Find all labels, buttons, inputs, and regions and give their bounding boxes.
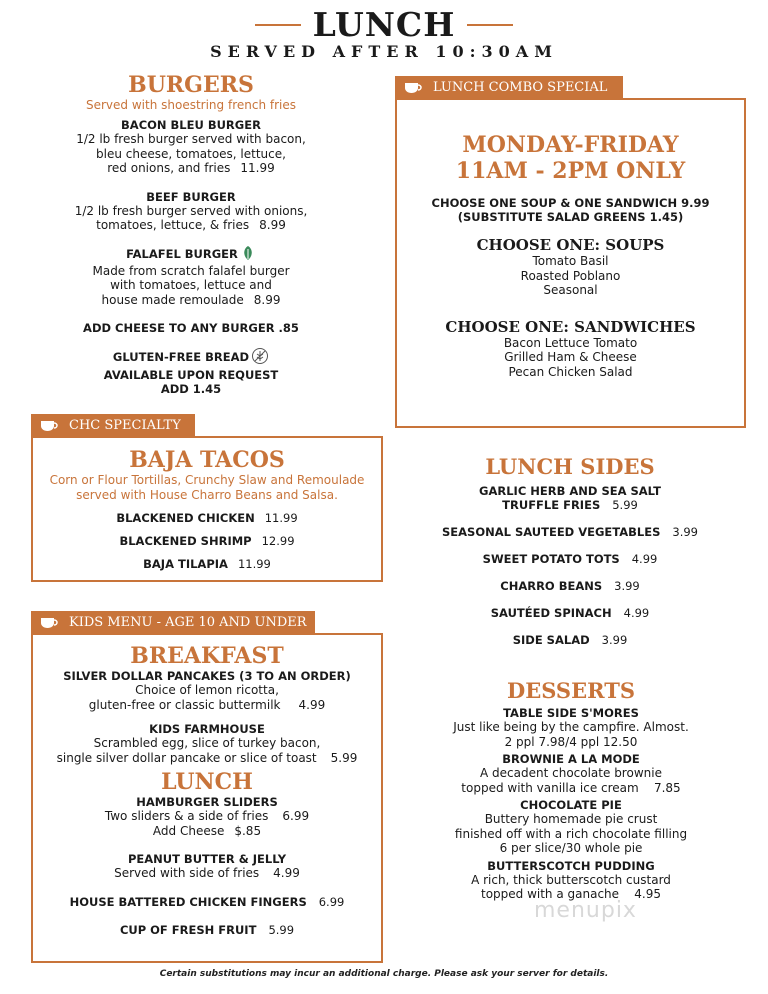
item-desc: Scrambled egg, slice of turkey bacon, (93, 736, 321, 750)
side-item-name: CHARRO BEANS (500, 579, 603, 593)
sandwich-item: Grilled Ham & Cheese (504, 350, 637, 364)
vegetarian-icon (240, 245, 256, 264)
combo-box (395, 98, 746, 428)
side-item-name: SIDE SALAD (512, 633, 590, 647)
item-price: 8.99 (259, 218, 286, 232)
lunch-sides-title: LUNCH SIDES (485, 454, 655, 479)
item-price: 5.99 (268, 922, 295, 937)
add-cheese-note: ADD CHEESE TO ANY BURGER .85 (83, 321, 299, 335)
side-item (432, 498, 708, 512)
menu-item (26, 245, 356, 308)
kids-content (33, 635, 381, 937)
kids-tab (31, 611, 315, 634)
kids-box (31, 633, 383, 963)
watermark-logo: menupix (534, 898, 637, 923)
item-desc (33, 866, 381, 881)
title-rule-left (255, 24, 301, 26)
side-item (432, 606, 708, 620)
item-desc-text: red onions, and fries (107, 161, 231, 175)
gluten-free-line: AVAILABLE UPON REQUEST (103, 368, 279, 382)
dessert-name: CHOCOLATE PIE (520, 798, 622, 812)
item-desc-text: gluten-free or classic buttermilk (88, 697, 281, 712)
taco-name: BLACKENED CHICKEN (116, 511, 255, 525)
item-price: 6.99 (318, 894, 345, 909)
item-name: CUP OF FRESH FRUIT (119, 922, 257, 937)
taco-name: BLACKENED SHRIMP (119, 534, 252, 548)
combo-hours: 11AM - 2PM ONLY (455, 158, 686, 184)
item-price: $.85 (234, 823, 262, 838)
dessert-desc: A rich, thick butterscotch custard (471, 872, 671, 887)
dessert-desc: finished off with a rich chocolate filling (454, 826, 688, 841)
item-desc (33, 751, 381, 766)
side-item-name: TRUFFLE FRIES (502, 498, 601, 512)
taco-item (33, 557, 381, 571)
dessert-name: TABLE SIDE S'MORES (503, 706, 639, 720)
item-price: 4.99 (273, 866, 300, 880)
side-item-name: SEASONAL SAUTEED VEGETABLES (442, 525, 661, 539)
side-item-price: 5.99 (612, 498, 638, 512)
baja-tacos-title: BAJA TACOS (129, 447, 285, 473)
footnote: Certain substitutions may incur an additional charge. Please ask your server for details. (159, 969, 609, 979)
item-desc: 1/2 lb fresh burger served with bacon, (76, 132, 306, 146)
side-item-name: SWEET POTATO TOTS (482, 552, 620, 566)
dessert-desc: A decadent chocolate brownie (480, 766, 662, 780)
item-desc (33, 698, 381, 713)
taco-name: BAJA TILAPIA (143, 557, 228, 571)
item-name: HAMBURGER SLIDERS (136, 795, 278, 809)
gluten-free-line: ADD 1.45 (160, 382, 222, 396)
specialty-content (33, 438, 381, 571)
item-name: HOUSE BATTERED CHICKEN FINGERS (69, 894, 307, 909)
side-item-name: SAUTÉED SPINACH (490, 606, 612, 620)
item-price: 6.99 (282, 809, 310, 823)
desserts-section (440, 678, 702, 902)
item-price: 4.99 (298, 697, 326, 712)
item-price: 11.99 (240, 161, 275, 175)
side-item (432, 552, 708, 566)
item-desc: Made from scratch falafel burger (92, 263, 290, 278)
breakfast-title: BREAKFAST (130, 643, 284, 669)
item-desc-text: Add Cheese (152, 823, 225, 838)
dessert-name: BROWNIE A LA MODE (502, 752, 640, 766)
page-title: LUNCH (312, 5, 456, 44)
item-name (26, 245, 356, 264)
taco-price: 12.99 (261, 534, 295, 548)
item-desc: with tomatoes, lettuce and (110, 278, 272, 292)
item-desc (26, 161, 356, 176)
gluten-free-note (26, 347, 356, 396)
gluten-free-line (26, 347, 356, 368)
side-item (432, 633, 708, 647)
item-name: BACON BLEU BURGER (121, 118, 261, 132)
combo-substitute-line: (SUBSTITUTE SALAD GREENS 1.45) (457, 210, 684, 224)
item-name-text: FALAFEL BURGER (126, 246, 238, 261)
coffee-cup-icon (403, 82, 425, 94)
item-desc (26, 218, 356, 233)
item-desc (26, 293, 356, 308)
taco-price: 11.99 (237, 557, 271, 571)
baja-tacos-desc: Corn or Flour Tortillas, Crunchy Slaw and Remoulade (49, 473, 365, 487)
kids-tab-label: KIDS MENU - AGE 10 AND UNDER (69, 615, 307, 630)
specialty-box (31, 436, 383, 582)
combo-days: MONDAY-FRIDAY (462, 132, 679, 158)
combo-tab-label: LUNCH COMBO SPECIAL (433, 80, 608, 95)
gluten-free-icon (251, 347, 269, 368)
side-item-price: 3.99 (601, 633, 628, 647)
item-price: 8.99 (253, 292, 281, 307)
item-name: KIDS FARMHOUSE (149, 722, 265, 736)
item-desc-text: tomatoes, lettuce, & fries (96, 218, 250, 232)
item-name: PEANUT BUTTER & JELLY (127, 852, 287, 866)
item-name: BEEF BURGER (146, 189, 236, 204)
sandwich-item: Bacon Lettuce Tomato (503, 335, 638, 350)
taco-price: 11.99 (264, 511, 298, 525)
dessert-desc: 6 per slice/30 whole pie (499, 841, 643, 855)
soups-title: CHOOSE ONE: SOUPS (476, 236, 665, 254)
soup-item: Tomato Basil (532, 254, 609, 268)
combo-tab (395, 76, 623, 99)
kids-lunch-title: LUNCH (161, 769, 253, 795)
item-desc-text: house made remoulade (101, 292, 244, 307)
combo-choose-line: CHOOSE ONE SOUP & ONE SANDWICH 9.99 (431, 196, 710, 210)
item-desc (33, 809, 381, 824)
coffee-cup-icon (39, 617, 61, 629)
dessert-name: BUTTERSCOTCH PUDDING (487, 858, 655, 873)
burgers-section (26, 72, 356, 396)
title-row (0, 6, 768, 44)
specialty-tab-label: CHC SPECIALTY (69, 418, 181, 433)
side-item-price: 3.99 (614, 579, 640, 593)
gluten-free-text: GLUTEN-FREE BREAD (112, 350, 250, 364)
item-desc: Choice of lemon ricotta, (135, 683, 279, 697)
taco-item (33, 511, 381, 525)
item-desc (33, 824, 381, 839)
item-desc: 1/2 lb fresh burger served with onions, (74, 203, 308, 218)
item-desc-text: single silver dollar pancake or slice of toast (56, 750, 317, 765)
menu-item (33, 895, 381, 909)
dessert-desc: topped with a ganache 4.95 (480, 887, 662, 901)
menu-header (0, 6, 768, 62)
baja-tacos-desc: served with House Charro Beans and Salsa. (76, 487, 338, 502)
soup-item: Roasted Poblano (520, 268, 621, 283)
item-desc-text: Served with side of fries (114, 866, 260, 880)
burgers-subtitle: Served with shoestring french fries (86, 98, 296, 112)
sandwiches-title: CHOOSE ONE: SANDWICHES (445, 317, 696, 336)
title-rule-right (467, 24, 513, 26)
lunch-sides-section (432, 454, 708, 647)
item-name: SILVER DOLLAR PANCAKES (3 TO AN ORDER) (63, 669, 351, 683)
menu-item (26, 190, 356, 233)
side-item (432, 579, 708, 593)
combo-content (397, 100, 744, 379)
soup-item: Seasonal (543, 283, 598, 297)
burgers-title: BURGERS (128, 72, 254, 98)
dessert-desc: 2 ppl 7.98/4 ppl 12.50 (504, 734, 638, 749)
sandwich-item: Pecan Chicken Salad (508, 364, 633, 379)
menu-item (33, 923, 381, 937)
side-item (432, 525, 708, 539)
item-desc: bleu cheese, tomatoes, lettuce, (96, 146, 286, 161)
side-item-price: 4.99 (623, 606, 650, 620)
specialty-tab (31, 414, 195, 437)
page-subtitle: SERVED AFTER 10:30AM (210, 42, 558, 61)
side-item-price: 4.99 (631, 552, 658, 566)
coffee-cup-icon (39, 420, 61, 432)
side-item-name: GARLIC HERB AND SEA SALT (479, 484, 661, 498)
dessert-desc: Just like being by the campfire. Almost. (453, 720, 689, 734)
dessert-desc: Buttery homemade pie crust (484, 812, 658, 826)
menu-item (26, 118, 356, 176)
item-price: 5.99 (330, 750, 358, 765)
dessert-desc: topped with vanilla ice cream 7.85 (461, 780, 681, 795)
item-desc-text: Two sliders & a side of fries (104, 809, 269, 823)
taco-item (33, 534, 381, 548)
desserts-title: DESSERTS (507, 678, 635, 703)
side-item-price: 3.99 (672, 525, 698, 539)
